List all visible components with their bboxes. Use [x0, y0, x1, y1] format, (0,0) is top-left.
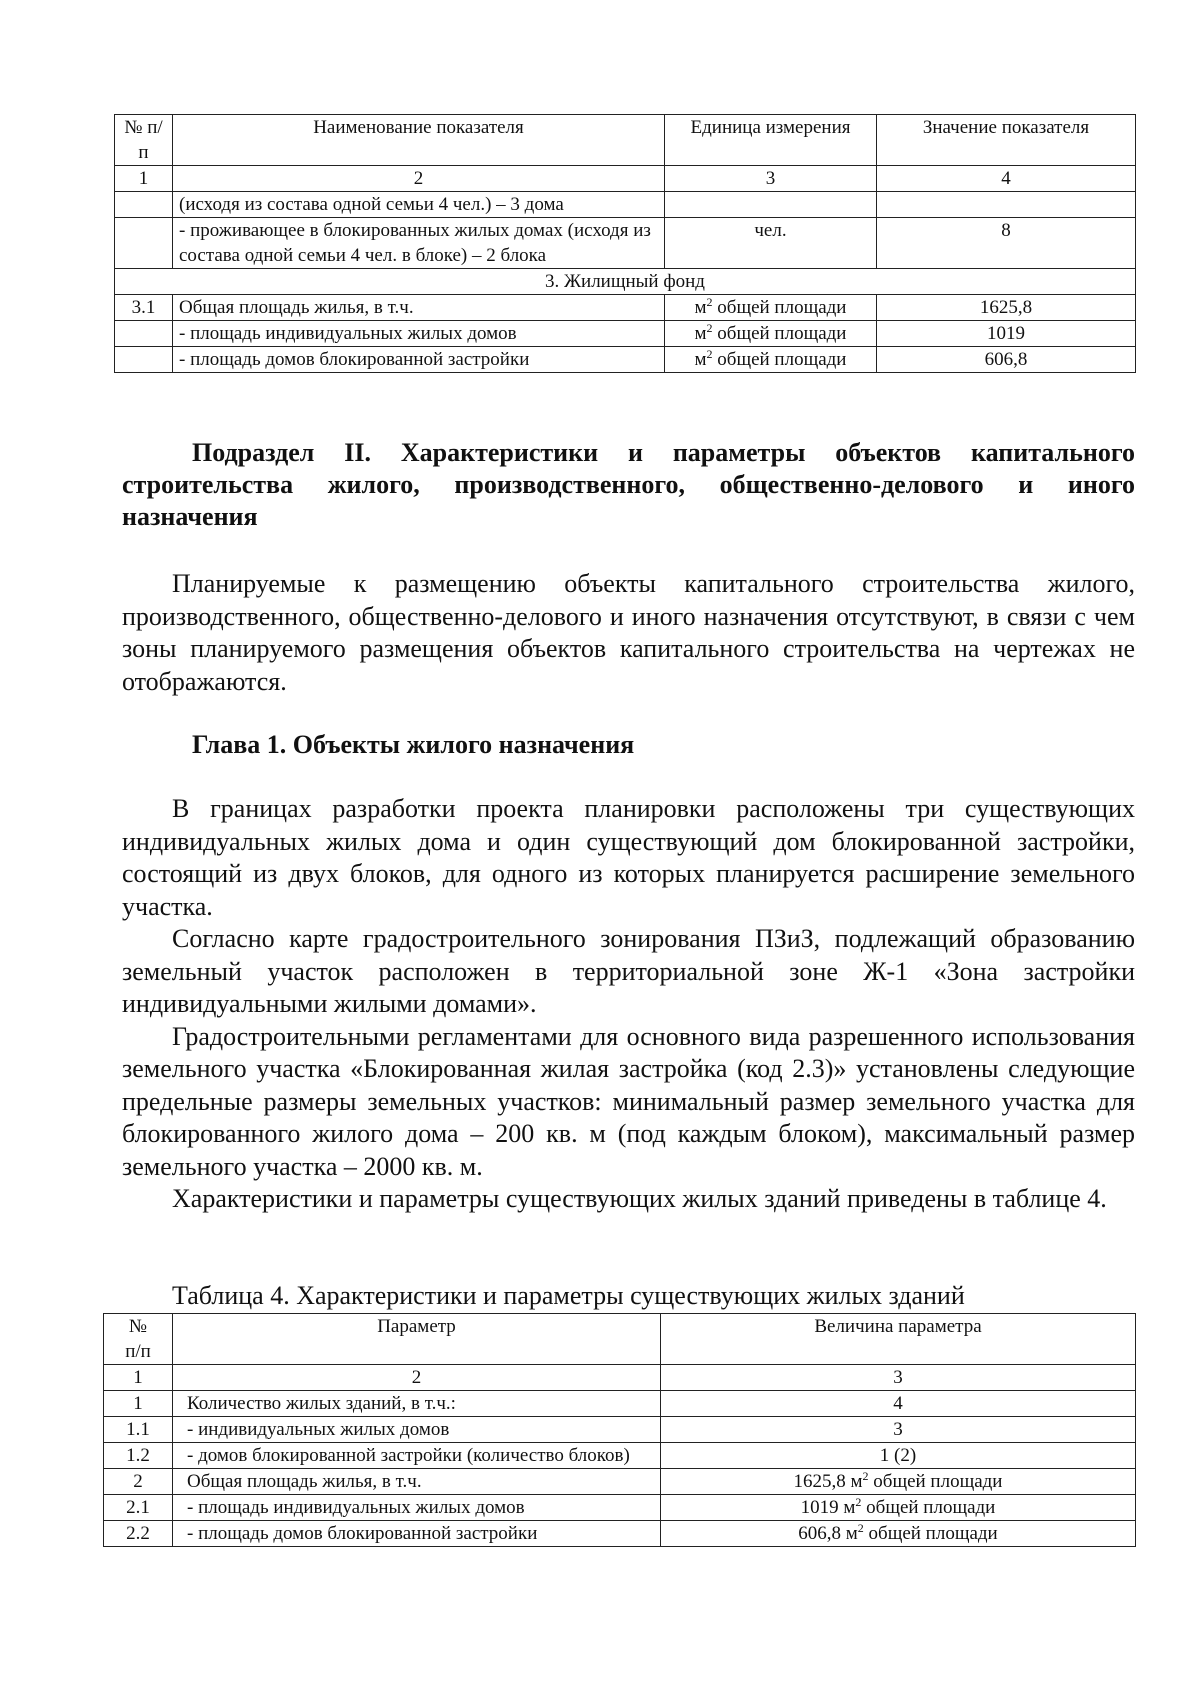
intro-text: Планируемые к размещению объекты капитального строительства жилого, производственного, общественно-делового и иного назначения отсутствуют, в связи с чем зоны планируемого размещения объектов капитального строительства на чертежах не отображаются.: [122, 569, 1135, 696]
row-unit: $м^2$ общей площади: [665, 347, 877, 373]
row-unit: [665, 192, 877, 218]
row-num: [115, 347, 173, 373]
row-num: 1.2: [104, 1443, 173, 1469]
row-param: - индивидуальных жилых домов: [173, 1417, 661, 1443]
row-unit: чел.: [665, 218, 877, 269]
subsection-heading: Подраздел II. Характеристики и параметры объектов капитального строительства жилого, производственного, общественно-делового и иного назначения: [122, 438, 1135, 531]
row-value: 1 (2): [661, 1443, 1136, 1469]
table-row: [104, 1521, 1136, 1547]
row-value: [877, 192, 1136, 218]
paragraph: Градостроительными регламентами для основного вида разрешенного использования земельного участка «Блокированная жилая застройка (код 2.3)» установлены следующие предельные размеры земельных участков: минимальный размер земельного участка для блокированного жилого дома – 200 кв. м (под каждым блоком), максимальный размер земельного участка – 2000 кв. м.: [122, 1021, 1135, 1181]
header-num: № п/п: [115, 115, 173, 166]
table-row: [104, 1417, 1136, 1443]
row-num: [115, 218, 173, 269]
row-unit: $м^2$ общей площади: [665, 295, 877, 321]
buildings-table: [103, 1313, 1136, 1547]
table-header-row: [115, 115, 1136, 166]
row-num: [115, 192, 173, 218]
row-param: - площадь индивидуальных жилых домов: [173, 1495, 661, 1521]
colnum-3: 3: [661, 1365, 1136, 1391]
row-value: 606,8 $м^2$ общей площади: [661, 1521, 1136, 1547]
table-row: [115, 218, 1136, 269]
header-value: Значение показателя: [877, 115, 1136, 166]
table4-caption: Таблица 4. Характеристики и параметры существующих жилых зданий: [172, 1281, 965, 1310]
row-value: 4: [661, 1391, 1136, 1417]
indicators-table: [114, 114, 1136, 373]
table-row: [115, 321, 1136, 347]
header-indicator-name: Наименование показателя: [173, 115, 665, 166]
colnum-1: 1: [115, 166, 173, 192]
chapter-heading: Глава 1. Объекты жилого назначения: [192, 730, 635, 759]
row-name: - проживающее в блокированных жилых домах (исходя из состава одной семьи 4 чел. в блоке) – 2 блока: [173, 218, 665, 269]
row-value: 1625,8: [877, 295, 1136, 321]
colnum-4: 4: [877, 166, 1136, 192]
colnum-1: 1: [104, 1365, 173, 1391]
row-value: 606,8: [877, 347, 1136, 373]
table-header-row: [104, 1314, 1136, 1365]
row-num: 3.1: [115, 295, 173, 321]
table-row: [104, 1391, 1136, 1417]
row-name: - площадь индивидуальных жилых домов: [173, 321, 665, 347]
column-number-row: [104, 1365, 1136, 1391]
paragraph: В границах разработки проекта планировки расположены три существующих индивидуальных жилых дома и один существующий дом блокированной застройки, состоящий из двух блоков, для одного из которых планируется расширение земельного участка.: [122, 794, 1135, 921]
table-row: [115, 192, 1136, 218]
row-num: 2.2: [104, 1521, 173, 1547]
colnum-2: 2: [173, 1365, 661, 1391]
colnum-3: 3: [665, 166, 877, 192]
row-value: 1625,8 $м^2$ общей площади: [661, 1469, 1136, 1495]
intro-paragraph: [122, 568, 1135, 698]
header-unit: Единица измерения: [665, 115, 877, 166]
row-value: 1019 $м^2$ общей площади: [661, 1495, 1136, 1521]
table-row: [115, 295, 1136, 321]
row-param: - домов блокированной застройки (количество блоков): [173, 1443, 661, 1469]
header-num: № п/п: [104, 1314, 173, 1365]
row-name: (исходя из состава одной семьи 4 чел.) – 3 дома: [173, 192, 665, 218]
colnum-2: 2: [173, 166, 665, 192]
body-paragraphs: [122, 793, 1135, 1216]
table-row: [104, 1469, 1136, 1495]
row-num: 2.1: [104, 1495, 173, 1521]
row-value: 8: [877, 218, 1136, 269]
paragraph: Согласно карте градостроительного зонирования ПЗиЗ, подлежащий образованию земельный участок расположен в территориальной зоне Ж-1 «Зона застройки индивидуальными жилыми домами».: [122, 924, 1135, 1018]
row-value: 3: [661, 1417, 1136, 1443]
section-row: [115, 269, 1136, 295]
table-row: [104, 1443, 1136, 1469]
row-num: 2: [104, 1469, 173, 1495]
column-number-row: [115, 166, 1136, 192]
table-row: [115, 347, 1136, 373]
row-unit: $м^2$ общей площади: [665, 321, 877, 347]
section-title: 3. Жилищный фонд: [115, 269, 1136, 295]
row-num: [115, 321, 173, 347]
row-param: Общая площадь жилья, в т.ч.: [173, 1469, 661, 1495]
row-param: Количество жилых зданий, в т.ч.:: [173, 1391, 661, 1417]
paragraph: Характеристики и параметры существующих жилых зданий приведены в таблице 4.: [172, 1184, 1107, 1213]
table-row: [104, 1495, 1136, 1521]
row-value: 1019: [877, 321, 1136, 347]
row-param: - площадь домов блокированной застройки: [173, 1521, 661, 1547]
row-name: Общая площадь жилья, в т.ч.: [173, 295, 665, 321]
row-name: - площадь домов блокированной застройки: [173, 347, 665, 373]
header-parameter: Параметр: [173, 1314, 661, 1365]
row-num: 1.1: [104, 1417, 173, 1443]
header-parameter-value: Величина параметра: [661, 1314, 1136, 1365]
row-num: 1: [104, 1391, 173, 1417]
